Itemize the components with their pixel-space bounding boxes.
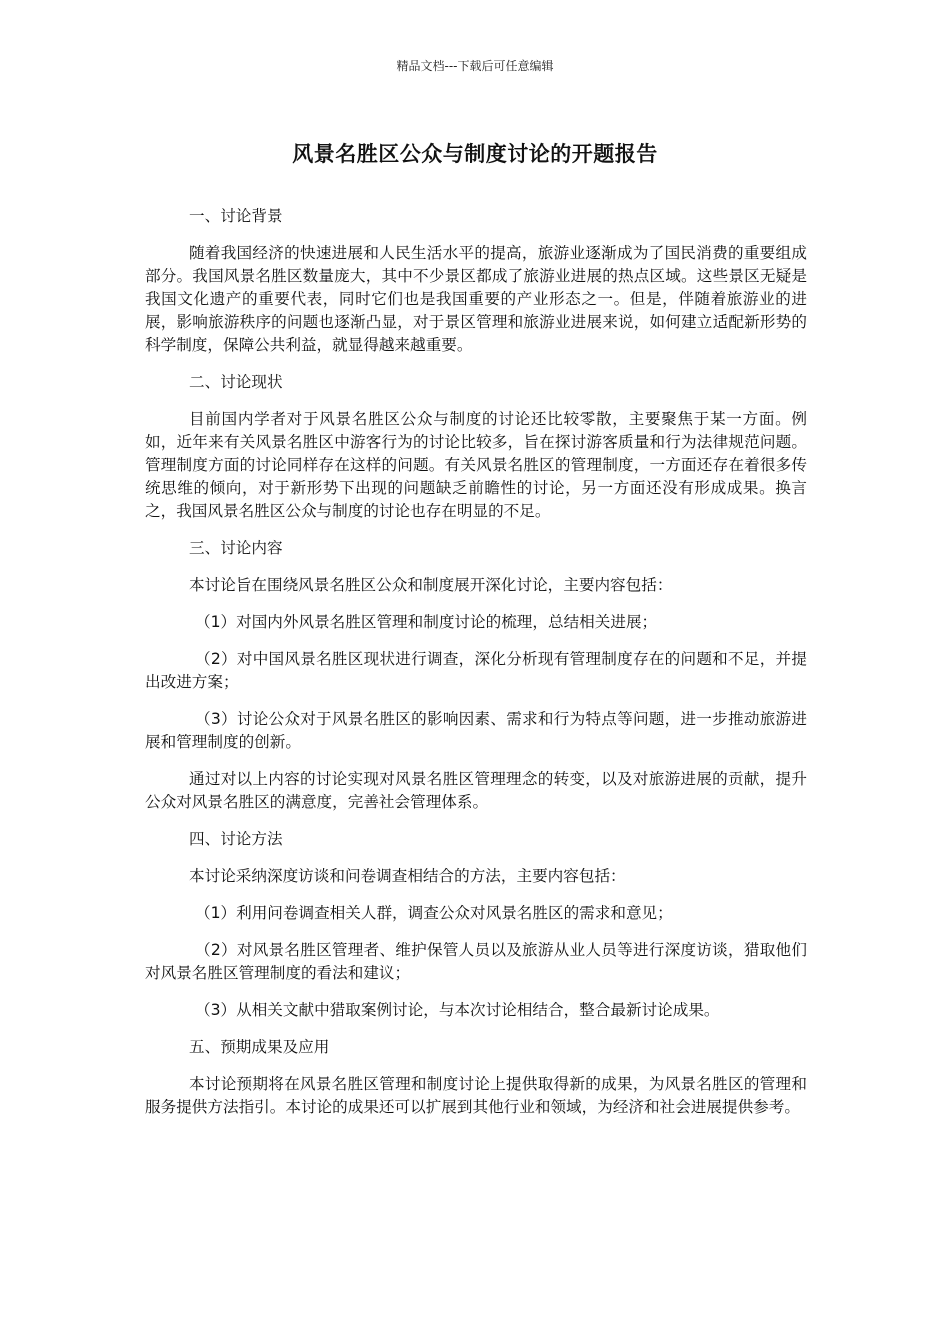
section-heading-content: 三、讨论内容	[189, 539, 283, 557]
section-intro: 本讨论旨在围绕风景名胜区公众和制度展开深化讨论，主要内容包括：	[189, 576, 673, 594]
list-item: （3）从相关文献中猎取案例讨论，与本次讨论相结合，整合最新讨论成果。	[195, 1001, 720, 1019]
section-outro: 通过对以上内容的讨论实现对风景名胜区管理理念的转变，以及对旅游进展的贡献，提升公众对风景名胜区的满意度，完善社会管理体系。	[145, 770, 807, 811]
section-intro: 本讨论采纳深度访谈和问卷调查相结合的方法，主要内容包括：	[189, 867, 626, 885]
list-item: （2）对风景名胜区管理者、维护保管人员以及旅游从业人员等进行深度访谈，猎取他们对风景名胜区管理制度的看法和建议；	[145, 941, 807, 982]
document-title: 风景名胜区公众与制度讨论的开题报告	[292, 142, 658, 166]
section-heading-background: 一、讨论背景	[189, 207, 283, 225]
list-item: （1）利用问卷调查相关人群，调查公众对风景名胜区的需求和意见；	[195, 904, 673, 922]
list-item: （3）讨论公众对于风景名胜区的影响因素、需求和行为特点等问题，进一步推动旅游进展和管理制度的创新。	[145, 710, 807, 751]
section-heading-methods: 四、讨论方法	[189, 830, 283, 848]
header-note: 精品文档---下载后可任意编辑	[396, 59, 554, 73]
section-heading-status: 二、讨论现状	[189, 373, 283, 391]
list-item: （1）对国内外风景名胜区管理和制度讨论的梳理，总结相关进展；	[195, 613, 658, 631]
section-paragraph: 目前国内学者对于风景名胜区公众与制度的讨论还比较零散，主要聚焦于某一方面。例如，近年来有关风景名胜区中游客行为的讨论比较多，旨在探讨游客质量和行为法律规范问题。管理制度方面的讨论同样存在这样的问题。有关风景名胜区的管理制度，一方面还存在着很多传统思维的倾向，对于新形势下出现的问题缺乏前瞻性的讨论，另一方面还没有形成成果。换言之，我国风景名胜区公众与制度的讨论也存在明显的不足。	[145, 410, 807, 520]
list-item: （2）对中国风景名胜区现状进行调查，深化分析现有管理制度存在的问题和不足，并提出改进方案；	[145, 650, 807, 691]
document-body	[145, 205, 807, 1133]
section-paragraph: 随着我国经济的快速进展和人民生活水平的提高，旅游业逐渐成为了国民消费的重要组成部分。我国风景名胜区数量庞大，其中不少景区都成了旅游业进展的热点区域。这些景区无疑是我国文化遗产的重要代表，同时它们也是我国重要的产业形态之一。但是，伴随着旅游业的进展，影响旅游秩序的问题也逐渐凸显，对于景区管理和旅游业进展来说，如何建立适配新形势的科学制度，保障公共利益，就显得越来越重要。	[145, 244, 807, 354]
section-paragraph: 本讨论预期将在风景名胜区管理和制度讨论上提供取得新的成果，为风景名胜区的管理和服务提供方法指引。本讨论的成果还可以扩展到其他行业和领域，为经济和社会进展提供参考。	[145, 1075, 807, 1116]
section-heading-outcomes: 五、预期成果及应用	[189, 1038, 330, 1056]
